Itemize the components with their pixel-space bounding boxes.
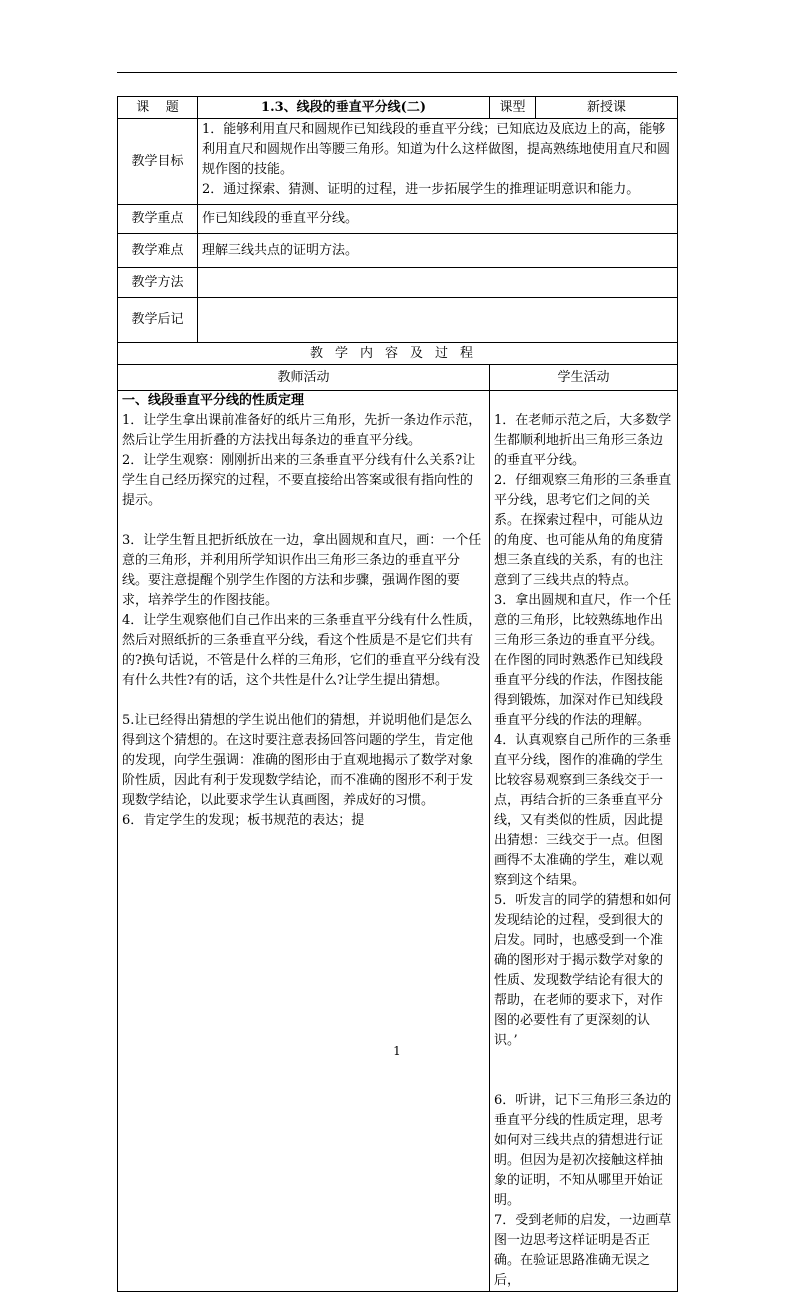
student-step-3: 3．拿出圆规和直尺，作一个任意的三角形，比较熟练地作出三角形三条边的垂直平分线。在作图的同时熟悉作已知线段垂直平分线的作法，作图技能得到锻炼，加深对作已知线段垂直平分线的作法的理解。: [494, 593, 672, 728]
lesson-type-label: 课型: [490, 97, 536, 119]
objectives-content: [198, 119, 678, 205]
lesson-title: 1.3、线段的垂直平分线(二): [198, 97, 490, 119]
student-step-7: 7．受到老师的启发，一边画草图一边思考这样证明是否正确。在验证思路准确无误之后，: [494, 1213, 672, 1288]
method-value: [198, 268, 678, 298]
student-step-2: 2．仔细观察三角形的三条垂直平分线，思考它们之间的关系。在探索过程中，可能从边的角度、也可能从角的角度猜想三条直线的关系，有的也注意到了三线共点的特点。: [494, 473, 672, 588]
page-number: 1: [393, 1044, 401, 1058]
activity-content-row: [118, 391, 678, 1292]
teacher-activity-header: 教师活动: [118, 365, 490, 391]
teacher-step-3: 3．让学生暂且把折纸放在一边，拿出圆规和直尺，画：一个任意的三角形，并利用所学知识作出三角形三条边的垂直平分线。要注意提醒个别学生作图的方法和步骤，强调作图的要求，培养学生的作图技能。: [122, 533, 482, 608]
difficulty-label: 教学难点: [118, 234, 198, 268]
student-activity-header: 学生活动: [490, 365, 678, 391]
lesson-plan-table: [117, 96, 678, 1292]
subject-label: 课 题: [118, 97, 198, 119]
teacher-step-4: 4．让学生观察他们自己作出来的三条垂直平分线有什么性质，然后对照纸折的三条垂直平分线，看这个性质是不是它们共有的?换句话说，不管是什么样的三角形，它们的垂直平分线有没有什么共性?有的话，这个共性是什么?让学生提出猜想。: [122, 613, 482, 688]
process-title-row: [118, 343, 678, 365]
key-points-row: [118, 205, 678, 234]
difficulty-row: [118, 234, 678, 268]
student-step-1: 1．在老师示范之后，大多数学生都顺利地折出三角形三条边的垂直平分线。: [494, 413, 672, 468]
reflection-value: [198, 298, 678, 343]
lesson-type-value: 新授课: [536, 97, 678, 119]
student-step-4: 4．认真观察自己所作的三条垂直平分线，图作的准确的学生比较容易观察到三条线交于一点，再结合折的三条垂直平分线，又有类似的性质，因此提出猜想：三线交于一点。但图画得不太准确的学生，难以观察到这个结果。: [494, 733, 672, 888]
student-step-6: 6．听讲，记下三角形三条边的垂直平分线的性质定理，思考如何对三线共点的猜想进行证明。但因为是初次接触这样抽象的证明，不知从哪里开始证明。: [494, 1093, 672, 1208]
teacher-step-2: 2．让学生观察：刚刚折出来的三条垂直平分线有什么关系?让学生自己经历探究的过程，不要直接给出答案或很有指向性的提示。: [122, 453, 476, 508]
student-step-5: 5．听发言的同学的猜想和如何发现结论的过程，受到很大的启发。同时，也感受到一个准确的图形对于揭示数学对象的性质、发现数学结论有很大的帮助，在老师的要求下，对作图的必要性有了更深刻的认识。’: [494, 893, 672, 1048]
objectives-label: 教学目标: [118, 119, 198, 205]
objective-2: 2．通过探索、猜测、证明的过程，进一步拓展学生的推理证明意识和能力。: [202, 182, 640, 197]
teacher-step-6: 6．肯定学生的发现；板书规范的表达；提: [122, 813, 365, 828]
difficulty-value: 理解三线共点的证明方法。: [198, 234, 678, 268]
spacer: [494, 391, 673, 411]
key-points-value: 作已知线段的垂直平分线。: [198, 205, 678, 234]
spacer: [122, 691, 485, 711]
teacher-step-1: 1．让学生拿出课前准备好的纸片三角形，先折一条边作示范，然后让学生用折叠的方法找出每条边的垂直平分线。: [122, 413, 482, 448]
objectives-row: [118, 119, 678, 205]
reflection-label: 教学后记: [118, 298, 198, 343]
spacer: [122, 511, 485, 531]
student-activity-column: [490, 391, 678, 1292]
section-title: 一、线段垂直平分线的性质定理: [122, 393, 305, 408]
objective-1: 1．能够利用直尺和圆规作已知线段的垂直平分线；已知底边及底边上的高，能够利用直尺和圆规作出等腰三角形。知道为什么这样做图，提高熟练地使用直尺和圆规作图的技能。: [202, 122, 671, 177]
key-points-label: 教学重点: [118, 205, 198, 234]
reflection-row: [118, 298, 678, 343]
teacher-step-5: 5.让已经得出猜想的学生说出他们的猜想，并说明他们是怎么得到这个猜想的。在这时要注意表扬回答问题的学生，肯定他的发现，向学生强调：准确的图形由于直观地揭示了数学对象阶性质，因此有利于发现数学结论，而不准确的图形不利于发现数学结论，以此要求学生认真画图，养成好的习惯。: [122, 713, 474, 808]
title-row: [118, 97, 678, 119]
teacher-activity-column: [118, 391, 490, 1292]
activity-header-row: [118, 365, 678, 391]
header-rule: [117, 72, 677, 73]
method-label: 教学方法: [118, 268, 198, 298]
method-row: [118, 268, 678, 298]
process-title: 教学内容及过程: [118, 343, 678, 365]
